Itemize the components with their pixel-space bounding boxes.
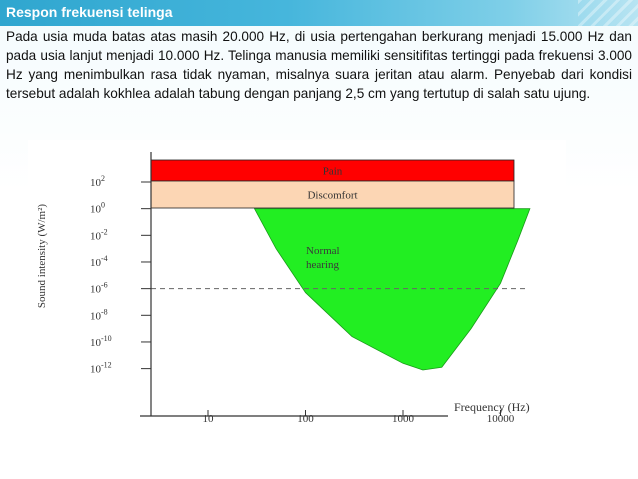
hearing-chart: [28, 140, 566, 432]
y-tick-label: $10^2$: [90, 174, 105, 189]
title-decoration: [578, 0, 638, 26]
x-tick-label: 1000: [392, 413, 414, 425]
hearing-chart-container: [28, 140, 566, 432]
y-tick-label: $10^{-12}$: [90, 360, 112, 376]
title-bar: [0, 0, 638, 26]
x-axis-label: Frequency (Hz): [454, 400, 530, 414]
y-tick-label: $10^{-10}$: [90, 333, 112, 349]
y-tick-label: $10^{-6}$: [90, 280, 108, 296]
y-axis-label: Sound intensity (W/m²): [36, 203, 48, 309]
y-tick-label: $10^{-2}$: [90, 227, 108, 243]
slide-title: Respon frekuensi telinga: [6, 4, 173, 20]
normal-hearing-region: [255, 209, 530, 370]
x-tick-label: 10000: [486, 413, 515, 425]
body-paragraph: Pada usia muda batas atas masih 20.000 Hz, di usia pertengahan berkurang menjadi 15.000 Hz dan pada usia lanjut menjadi 10.000 Hz. Telinga manusia memiliki sensitifitas tertinggi pada frekuensi 3.000 Hz yang menimbulkan rasa tidak nyaman, misalnya suara jeritan atau alarm. Penyebab dari kondisi tersebut adalah kokhlea adalah tabung dengan panjang 2,5 cm yang tertutup di salah satu ujung.: [6, 29, 632, 101]
band-label-pain: Pain: [322, 165, 343, 178]
y-tick-label: $10^{-4}$: [90, 253, 108, 269]
region-label-normal: Normal: [306, 245, 340, 257]
region-label-hearing: hearing: [306, 259, 339, 271]
x-tick-label: 100: [297, 413, 314, 425]
band-label-discomfort: Discomfort: [307, 189, 358, 202]
x-tick-label: 10: [202, 413, 214, 425]
y-tick-label: $10^{-8}$: [90, 307, 108, 323]
y-tick-label: $10^0$: [90, 200, 105, 216]
